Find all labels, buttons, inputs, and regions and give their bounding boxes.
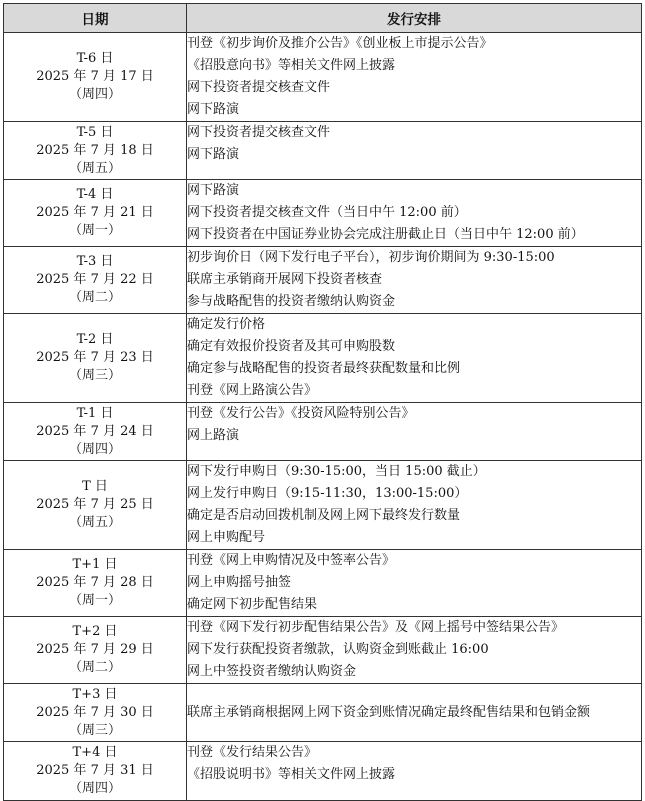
arrangement-item: 确定参与战略配售的投资者最终获配数量和比例 (187, 361, 461, 376)
arrangement-item: 刊登《网上申购情况及中签率公告》 (187, 553, 396, 568)
calendar-date: 2025 年 7 月 23 日 (36, 350, 154, 365)
schedule-body (4, 33, 642, 801)
schedule-row (4, 461, 642, 550)
arrangement-item: 《招股意向书》等相关文件网上披露 (187, 58, 396, 73)
calendar-date: 2025 年 7 月 22 日 (36, 272, 154, 287)
arrangement-item: 《招股说明书》等相关文件网上披露 (187, 767, 396, 782)
trading-day-label: T-5 日 (76, 124, 114, 140)
arrangement-item: 网下发行获配投资者缴款，认购资金到账截止 16:00 (187, 642, 489, 657)
issuance-schedule-table (3, 3, 642, 801)
arrangement-item: 刊登《发行结果公告》 (187, 745, 318, 760)
trading-day-label: T+4 日 (72, 745, 118, 760)
trading-day-label: T-4 日 (76, 187, 114, 202)
arrangement-cell (187, 461, 642, 550)
trading-day-label: T+1 日 (72, 557, 118, 572)
date-column-header: 日期 (4, 4, 187, 33)
arrangement-item: 确定网下初步配售结果 (187, 597, 318, 612)
arrangement-cell (187, 403, 642, 461)
weekday-label: （周四） (68, 781, 121, 796)
arrangement-item: 网下发行申购日（9:30-15:00，当日 15:00 截止） (187, 464, 486, 479)
arrangement-item: 网下投资者在中国证券业协会完成注册截止日（当日中午 12:00 前） (187, 227, 584, 242)
date-cell (4, 314, 187, 403)
schedule-row (4, 180, 642, 247)
arrangement-cell (187, 122, 642, 180)
schedule-row (4, 122, 642, 180)
arrangement-cell (187, 33, 642, 122)
weekday-label: （周四） (68, 87, 121, 102)
arrangement-item: 网下投资者提交核查文件 (187, 125, 331, 140)
schedule-row (4, 247, 642, 314)
arrangement-item: 网上发行申购日（9:15-11:30，13:00-15:00） (187, 486, 468, 501)
trading-day-label: T-6 日 (76, 51, 114, 66)
schedule-row (4, 403, 642, 461)
trading-day-label: T-3 日 (76, 254, 114, 269)
date-cell (4, 33, 187, 122)
arrangement-cell (187, 617, 642, 684)
schedule-row (4, 314, 642, 403)
schedule-row (4, 684, 642, 742)
weekday-label: （周二） (68, 660, 121, 675)
arrangement-item: 刊登《网上路演公告》 (187, 383, 318, 398)
trading-day-label: T-1 日 (76, 405, 114, 421)
date-cell (4, 742, 187, 801)
date-cell (4, 461, 187, 550)
date-cell (4, 617, 187, 684)
arrangement-cell (187, 550, 642, 617)
arrangement-item: 确定有效报价投资者及其可申购股数 (187, 339, 396, 354)
trading-day-label: T-2 日 (76, 332, 114, 347)
arrangement-item: 联席主承销商开展网下投资者核查 (187, 272, 383, 287)
arrangement-item: 刊登《初步询价及推介公告》《创业板上市提示公告》 (187, 36, 493, 51)
calendar-date: 2025 年 7 月 25 日 (36, 497, 154, 512)
weekday-label: （周三） (68, 722, 121, 738)
arrangement-item: 确定是否启动回拨机制及网上网下最终发行数量 (187, 508, 461, 523)
trading-day-label: T+3 日 (72, 686, 118, 702)
schedule-row (4, 33, 642, 122)
calendar-date: 2025 年 7 月 21 日 (36, 205, 154, 220)
arrangement-item: 确定发行价格 (187, 317, 266, 332)
weekday-label: （周四） (68, 441, 121, 457)
calendar-date: 2025 年 7 月 28 日 (36, 575, 154, 590)
weekday-label: （周二） (68, 290, 121, 305)
date-cell (4, 180, 187, 247)
arrangement-item: 网下投资者提交核查文件（当日中午 12:00 前） (187, 205, 467, 220)
weekday-label: （周一） (68, 593, 121, 608)
arrangement-item: 网上申购配号 (187, 530, 266, 545)
calendar-date: 2025 年 7 月 30 日 (36, 704, 154, 720)
calendar-date: 2025 年 7 月 29 日 (36, 642, 154, 657)
schedule-row (4, 550, 642, 617)
date-cell (4, 403, 187, 461)
arrangement-cell (187, 247, 642, 314)
trading-day-label: T 日 (82, 479, 108, 494)
arrangement-column-header: 发行安排 (187, 4, 642, 33)
arrangement-item: 参与战略配售的投资者缴纳认购资金 (187, 294, 396, 309)
arrangement-item: 网下路演 (187, 183, 240, 198)
arrangement-item: 网下路演 (187, 147, 240, 162)
arrangement-item: 初步询价日（网下发行电子平台），初步询价期间为 9:30-15:00 (187, 250, 555, 265)
arrangement-item: 网上中签投资者缴纳认购资金 (187, 664, 357, 679)
arrangement-item: 刊登《网下发行初步配售结果公告》及《网上摇号中签结果公告》 (187, 620, 565, 635)
calendar-date: 2025 年 7 月 18 日 (36, 142, 154, 158)
weekday-label: （周五） (68, 160, 121, 176)
schedule-row (4, 617, 642, 684)
date-cell (4, 684, 187, 742)
date-cell (4, 550, 187, 617)
calendar-date: 2025 年 7 月 31 日 (36, 763, 154, 778)
arrangement-item: 刊登《发行公告》《投资风险特别公告》 (187, 406, 415, 421)
weekday-label: （周三） (68, 368, 121, 383)
arrangement-item: 网上路演 (187, 428, 240, 443)
arrangement-cell (187, 742, 642, 801)
weekday-label: （周五） (68, 515, 121, 530)
arrangement-item: 联席主承销商根据网上网下资金到账情况确定最终配售结果和包销金额 (187, 704, 591, 720)
arrangement-cell (187, 314, 642, 403)
date-cell (4, 247, 187, 314)
arrangement-item: 网上申购摇号抽签 (187, 575, 292, 590)
arrangement-item: 网下路演 (187, 102, 240, 117)
calendar-date: 2025 年 7 月 17 日 (36, 69, 154, 84)
arrangement-cell (187, 684, 642, 742)
arrangement-item: 网下投资者提交核查文件 (187, 80, 331, 95)
date-cell (4, 122, 187, 180)
schedule-row (4, 742, 642, 801)
header-row (4, 4, 642, 33)
weekday-label: （周一） (68, 223, 121, 238)
calendar-date: 2025 年 7 月 24 日 (36, 423, 154, 439)
trading-day-label: T+2 日 (72, 624, 118, 639)
arrangement-cell (187, 180, 642, 247)
